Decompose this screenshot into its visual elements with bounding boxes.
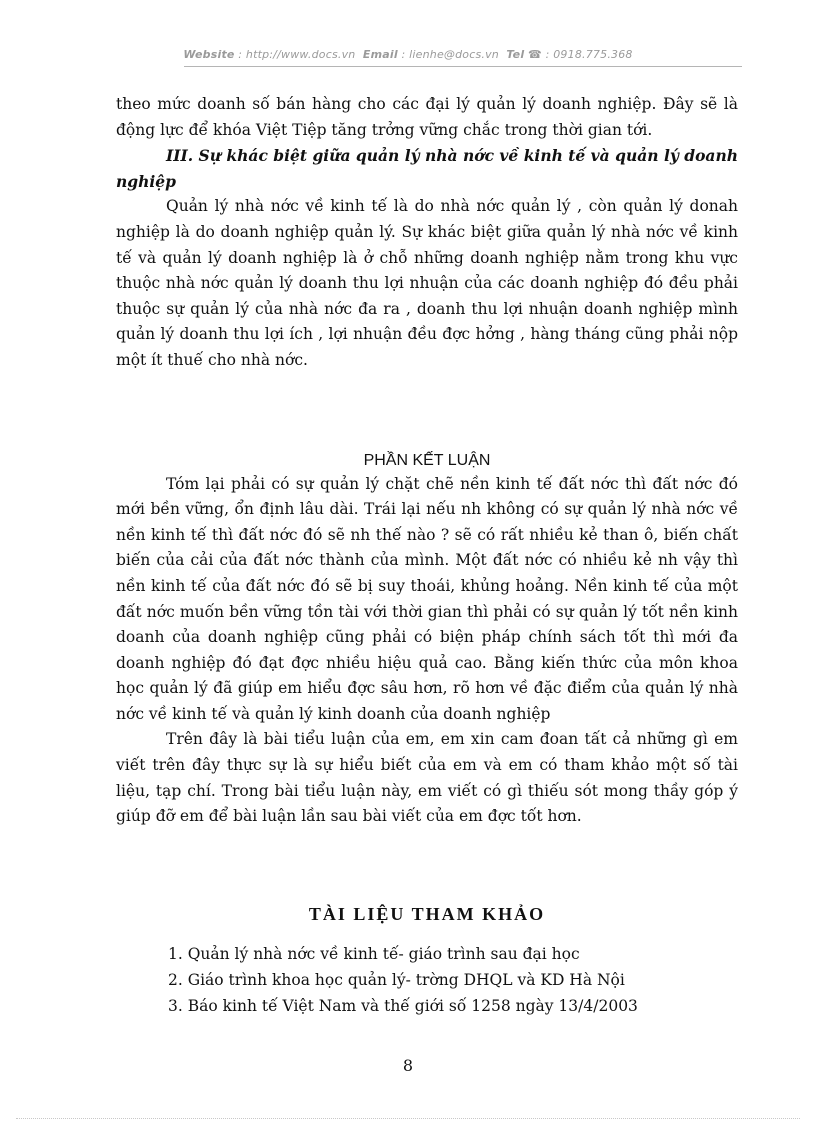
page-body [116,92,738,1019]
intro-paragraph: theo mức doanh số bán hàng cho các đại lý quản lý doanh nghiệp. Đây sẽ là động lực để khóa Việt Tiệp tăng trởng vững chắc trong thời gian tới. [116,95,738,139]
references-title: TÀI LIỆU THAM KHẢO [308,903,546,924]
reference-item: 1. Quản lý nhà nớc về kinh tế- giáo trình sau đại học [168,945,580,964]
phone-number: : 0918.775.368 [545,48,633,61]
header-divider [184,66,742,67]
closing-paragraph: Trên đây là bài tiểu luận của em, em xin cam đoan tất cả những gì em viết trên đây thực sự là sự hiểu biết của em và em có tham khảo một số tài liệu, tạp chí. Trong bài tiểu luận này, em viết có gì thiếu sót mong thầy góp ý giúp đỡ em để bài luận lần sau bài viết của em đợc tốt hơn. [116,730,738,826]
page-header [0,48,816,61]
section-paragraph: Quản lý nhà nớc về kinh tế là do nhà nớc quản lý , còn quản lý donah nghiệp là do doanh nghiệp quản lý. Sự khác biệt giữa quản lý nhà nớc về kinh tế và quản lý doanh nghiệp là ở chỗ những doanh nghiệp nằm trong khu vực thuộc nhà nớc quản lý doanh thu lợi nhuận của các doanh nghiệp đó đều phải thuộc sự quản lý của nhà nớc đa ra , doanh thu lợi nhuận doanh nghiệp mình quản lý doanh thu lợi ích , lợi nhuận đều đợc hởng , hàng tháng cũng phải nộp một ít thuế cho nhà nớc. [116,197,738,369]
phone-icon: ☎ [528,48,542,61]
conclusion-title: PHẦN KẾT LUẬN [363,451,491,469]
website-label: Website [183,48,235,61]
reference-item: 2. Giáo trình khoa học quản lý- trờng DHQL và KD Hà Nội [168,971,625,990]
references-list [168,941,738,1019]
tel-label: Tel [506,48,525,61]
footer-divider [16,1118,800,1119]
email-label: Email [362,48,398,61]
page-number: 8 [402,1056,414,1075]
website-url[interactable]: : http://www.docs.vn [238,48,356,61]
conclusion-paragraph: Tóm lại phải có sự quản lý chặt chẽ nền kinh tế đất nớc thì đất nớc đó mới bền vững, ổn định lâu dài. Trái lại nếu nh không có sự quản lý nhà nớc về nền kinh tế thì đất nớc đó sẽ nh thế nào ? sẽ có rất nhiều kẻ than ô, biến chất biến của cải của đất nớc thành của mình. Một đất nớc có nhiều kẻ nh vậy thì nền kinh tế của đất nớc đó sẽ bị suy thoái, khủng hoảng. Nền kinh tế của một đất nớc muốn bền vững tồn tài với thời gian thì phải có sự quản lý tốt nền kinh doanh của doanh nghiệp cũng phải có biện pháp chính sách tốt thì mới đa doanh nghiệp đó đạt đợc nhiều hiệu quả cao. Bằng kiến thức của môn khoa học quản lý đã giúp em hiểu đợc sâu hơn, rõ hơn về đặc điểm của quản lý nhà nớc về kinh tế và quản lý kinh doanh của doanh nghiệp [116,474,738,723]
section-heading: III. Sự khác biệt giữa quản lý nhà nớc về kinh tế và quản lý doanh nghiệp [116,146,738,191]
reference-item: 3. Báo kinh tế Việt Nam và thế giới số 1258 ngày 13/4/2003 [168,997,638,1016]
email-address[interactable]: : lienhe@docs.vn [401,48,499,61]
